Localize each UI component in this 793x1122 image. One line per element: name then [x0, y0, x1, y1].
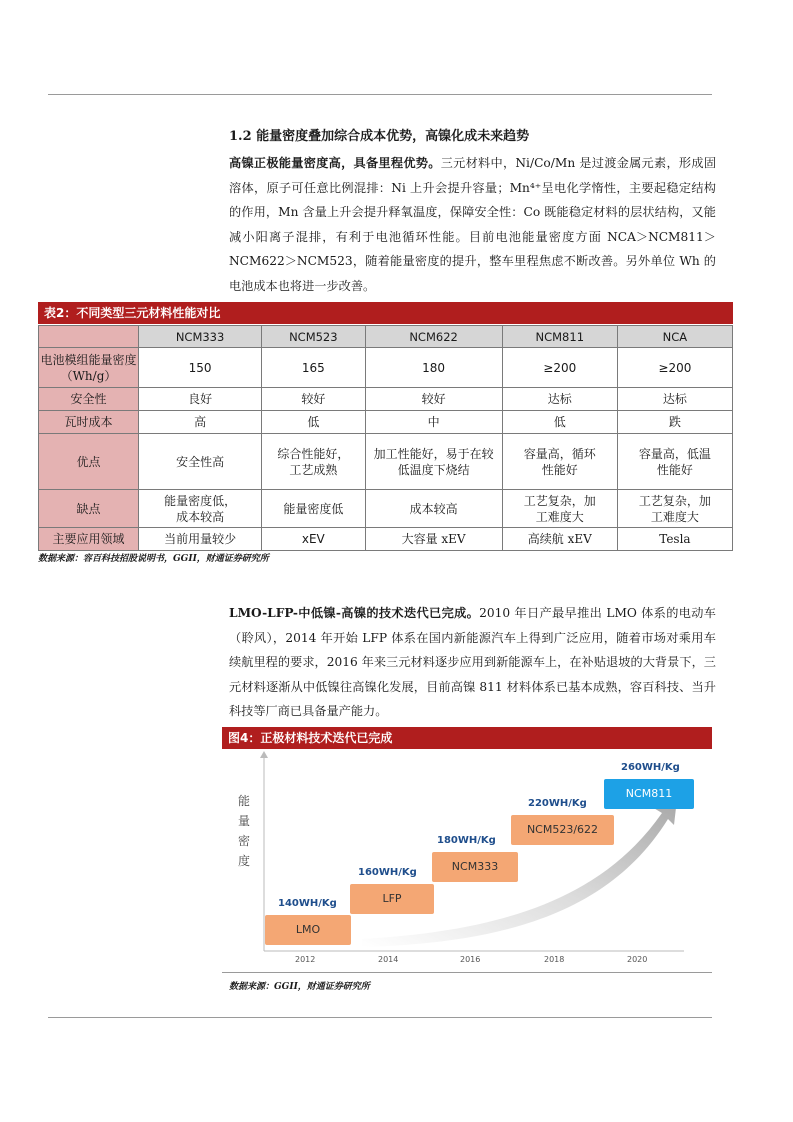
row-head: 缺点	[39, 490, 139, 528]
table-cell: 成本较高	[365, 490, 502, 528]
table-cell: 加工性能好，易于在较低温度下烧结	[365, 434, 502, 490]
footer-rule	[48, 1017, 712, 1018]
table-cell: 达标	[502, 388, 617, 411]
table-cell: 165	[262, 348, 365, 388]
material-box: NCM333	[432, 852, 518, 882]
table-cell: 低	[502, 411, 617, 434]
table-row	[39, 388, 733, 411]
table-cell: 高	[139, 411, 262, 434]
table-cell: 低	[262, 411, 365, 434]
table-cell: 高续航 xEV	[502, 528, 617, 551]
row-head: 主要应用领域	[39, 528, 139, 551]
table-cell: ≥200	[617, 348, 732, 388]
row-head: 瓦时成本	[39, 411, 139, 434]
material-box: LMO	[265, 915, 351, 945]
table-cell: 能量密度低	[262, 490, 365, 528]
row-head: 优点	[39, 434, 139, 490]
comparison-table	[38, 325, 733, 551]
table-cell: 较好	[262, 388, 365, 411]
col-header: NCM811	[502, 326, 617, 348]
table-row	[39, 490, 733, 528]
col-header: NCA	[617, 326, 732, 348]
table-row	[39, 434, 733, 490]
paragraph-body: 2010 年日产最早推出 LMO 体系的电动车（聆风），2014 年开始 LFP 体系在国内新能源汽车上得到广泛应用，随着市场对乘用车续航里程的要求，2016 年来三元材料逐步应用到新能源车上，在补贴退坡的大背景下，三元材料逐渐从中低镍往高镍化发展，目前高镍 811 材料体系已基本成熟，容百科技、当升科技等厂商已具备量产能力。	[229, 606, 716, 718]
table-cell: 安全性高	[139, 434, 262, 490]
table-source: 数据来源：容百科技招股说明书，GGII，财通证券研究所	[38, 554, 269, 564]
section-title: 1.2 能量密度叠加综合成本优势，高镍化成未来趋势	[229, 129, 530, 144]
table-cell: 达标	[617, 388, 732, 411]
table-cell: 当前用量较少	[139, 528, 262, 551]
row-head: 安全性	[39, 388, 139, 411]
material-iteration-figure	[222, 749, 712, 973]
energy-label: 140WH/Kg	[278, 898, 337, 909]
table-header-row	[39, 326, 733, 348]
material-box: LFP	[350, 884, 434, 914]
table-cell: xEV	[262, 528, 365, 551]
table-cell: 中	[365, 411, 502, 434]
table-cell: 容量高，循环性能好	[502, 434, 617, 490]
row-head: 电池模组能量密度（Wh/g）	[39, 348, 139, 388]
paragraph-high-nickel	[229, 151, 716, 298]
table-row	[39, 348, 733, 388]
table-cell: 180	[365, 348, 502, 388]
energy-label: 160WH/Kg	[358, 867, 417, 878]
y-axis-label: 能量密度	[238, 794, 251, 868]
table-row	[39, 411, 733, 434]
paragraph-body: 三元材料中，Ni/Co/Mn 是过渡金属元素，形成固溶体，原子可任意比例混排：Ni 上升会提升容量；Mn⁴⁺呈电化学惰性，主要起稳定结构的作用，Mn 含量上升会提升释氧温度，保障安全性：Co 既能稳定材料的层状结构，又能减小阳离子混排，有利于电池循环性能。目前电池能量密度方面 NCA＞NCM811＞NCM622＞NCM523，随着能量密度的提升，整车里程焦虑不断改善。另外单位 Wh 的电池成本也将进一步改善。	[229, 156, 717, 293]
table-cell: 能量密度低，成本较高	[139, 490, 262, 528]
table-cell: 大容量 xEV	[365, 528, 502, 551]
y-axis-arrow	[260, 751, 268, 758]
col-header: NCM622	[365, 326, 502, 348]
year-label: 2012	[295, 955, 316, 964]
col-header: NCM333	[139, 326, 262, 348]
table-cell: Tesla	[617, 528, 732, 551]
year-label: 2016	[460, 955, 481, 964]
col-header: NCM523	[262, 326, 365, 348]
table-cell: 工艺复杂，加工难度大	[617, 490, 732, 528]
year-label: 2018	[544, 955, 565, 964]
energy-label: 220WH/Kg	[528, 798, 587, 809]
table-cell: 150	[139, 348, 262, 388]
paragraph-lead: LMO-LFP-中低镍-高镍的技术迭代已完成。	[229, 606, 480, 620]
figure-source: 数据来源：GGII，财通证券研究所	[229, 982, 370, 992]
table-cell: ≥200	[502, 348, 617, 388]
header-rule	[48, 94, 712, 95]
table-cell: 较好	[365, 388, 502, 411]
material-box-highlight: NCM811	[604, 779, 694, 809]
table-row	[39, 528, 733, 551]
table-corner	[39, 326, 139, 348]
paragraph-lead: 高镍正极能量密度高，具备里程优势。	[229, 156, 441, 170]
table-cell: 工艺复杂，加工难度大	[502, 490, 617, 528]
energy-label: 180WH/Kg	[437, 835, 496, 846]
year-label: 2020	[627, 955, 648, 964]
table-title: 表2：不同类型三元材料性能对比	[38, 302, 733, 324]
table-cell: 综合性能好，工艺成熟	[262, 434, 365, 490]
table-cell: 容量高，低温性能好	[617, 434, 732, 490]
figure-title: 图4：正极材料技术迭代已完成	[222, 727, 712, 749]
energy-label: 260WH/Kg	[621, 762, 680, 773]
table-cell: 良好	[139, 388, 262, 411]
year-label: 2014	[378, 955, 399, 964]
paragraph-iteration	[229, 601, 716, 724]
table-cell: 跌	[617, 411, 732, 434]
material-box: NCM523/622	[511, 815, 614, 845]
